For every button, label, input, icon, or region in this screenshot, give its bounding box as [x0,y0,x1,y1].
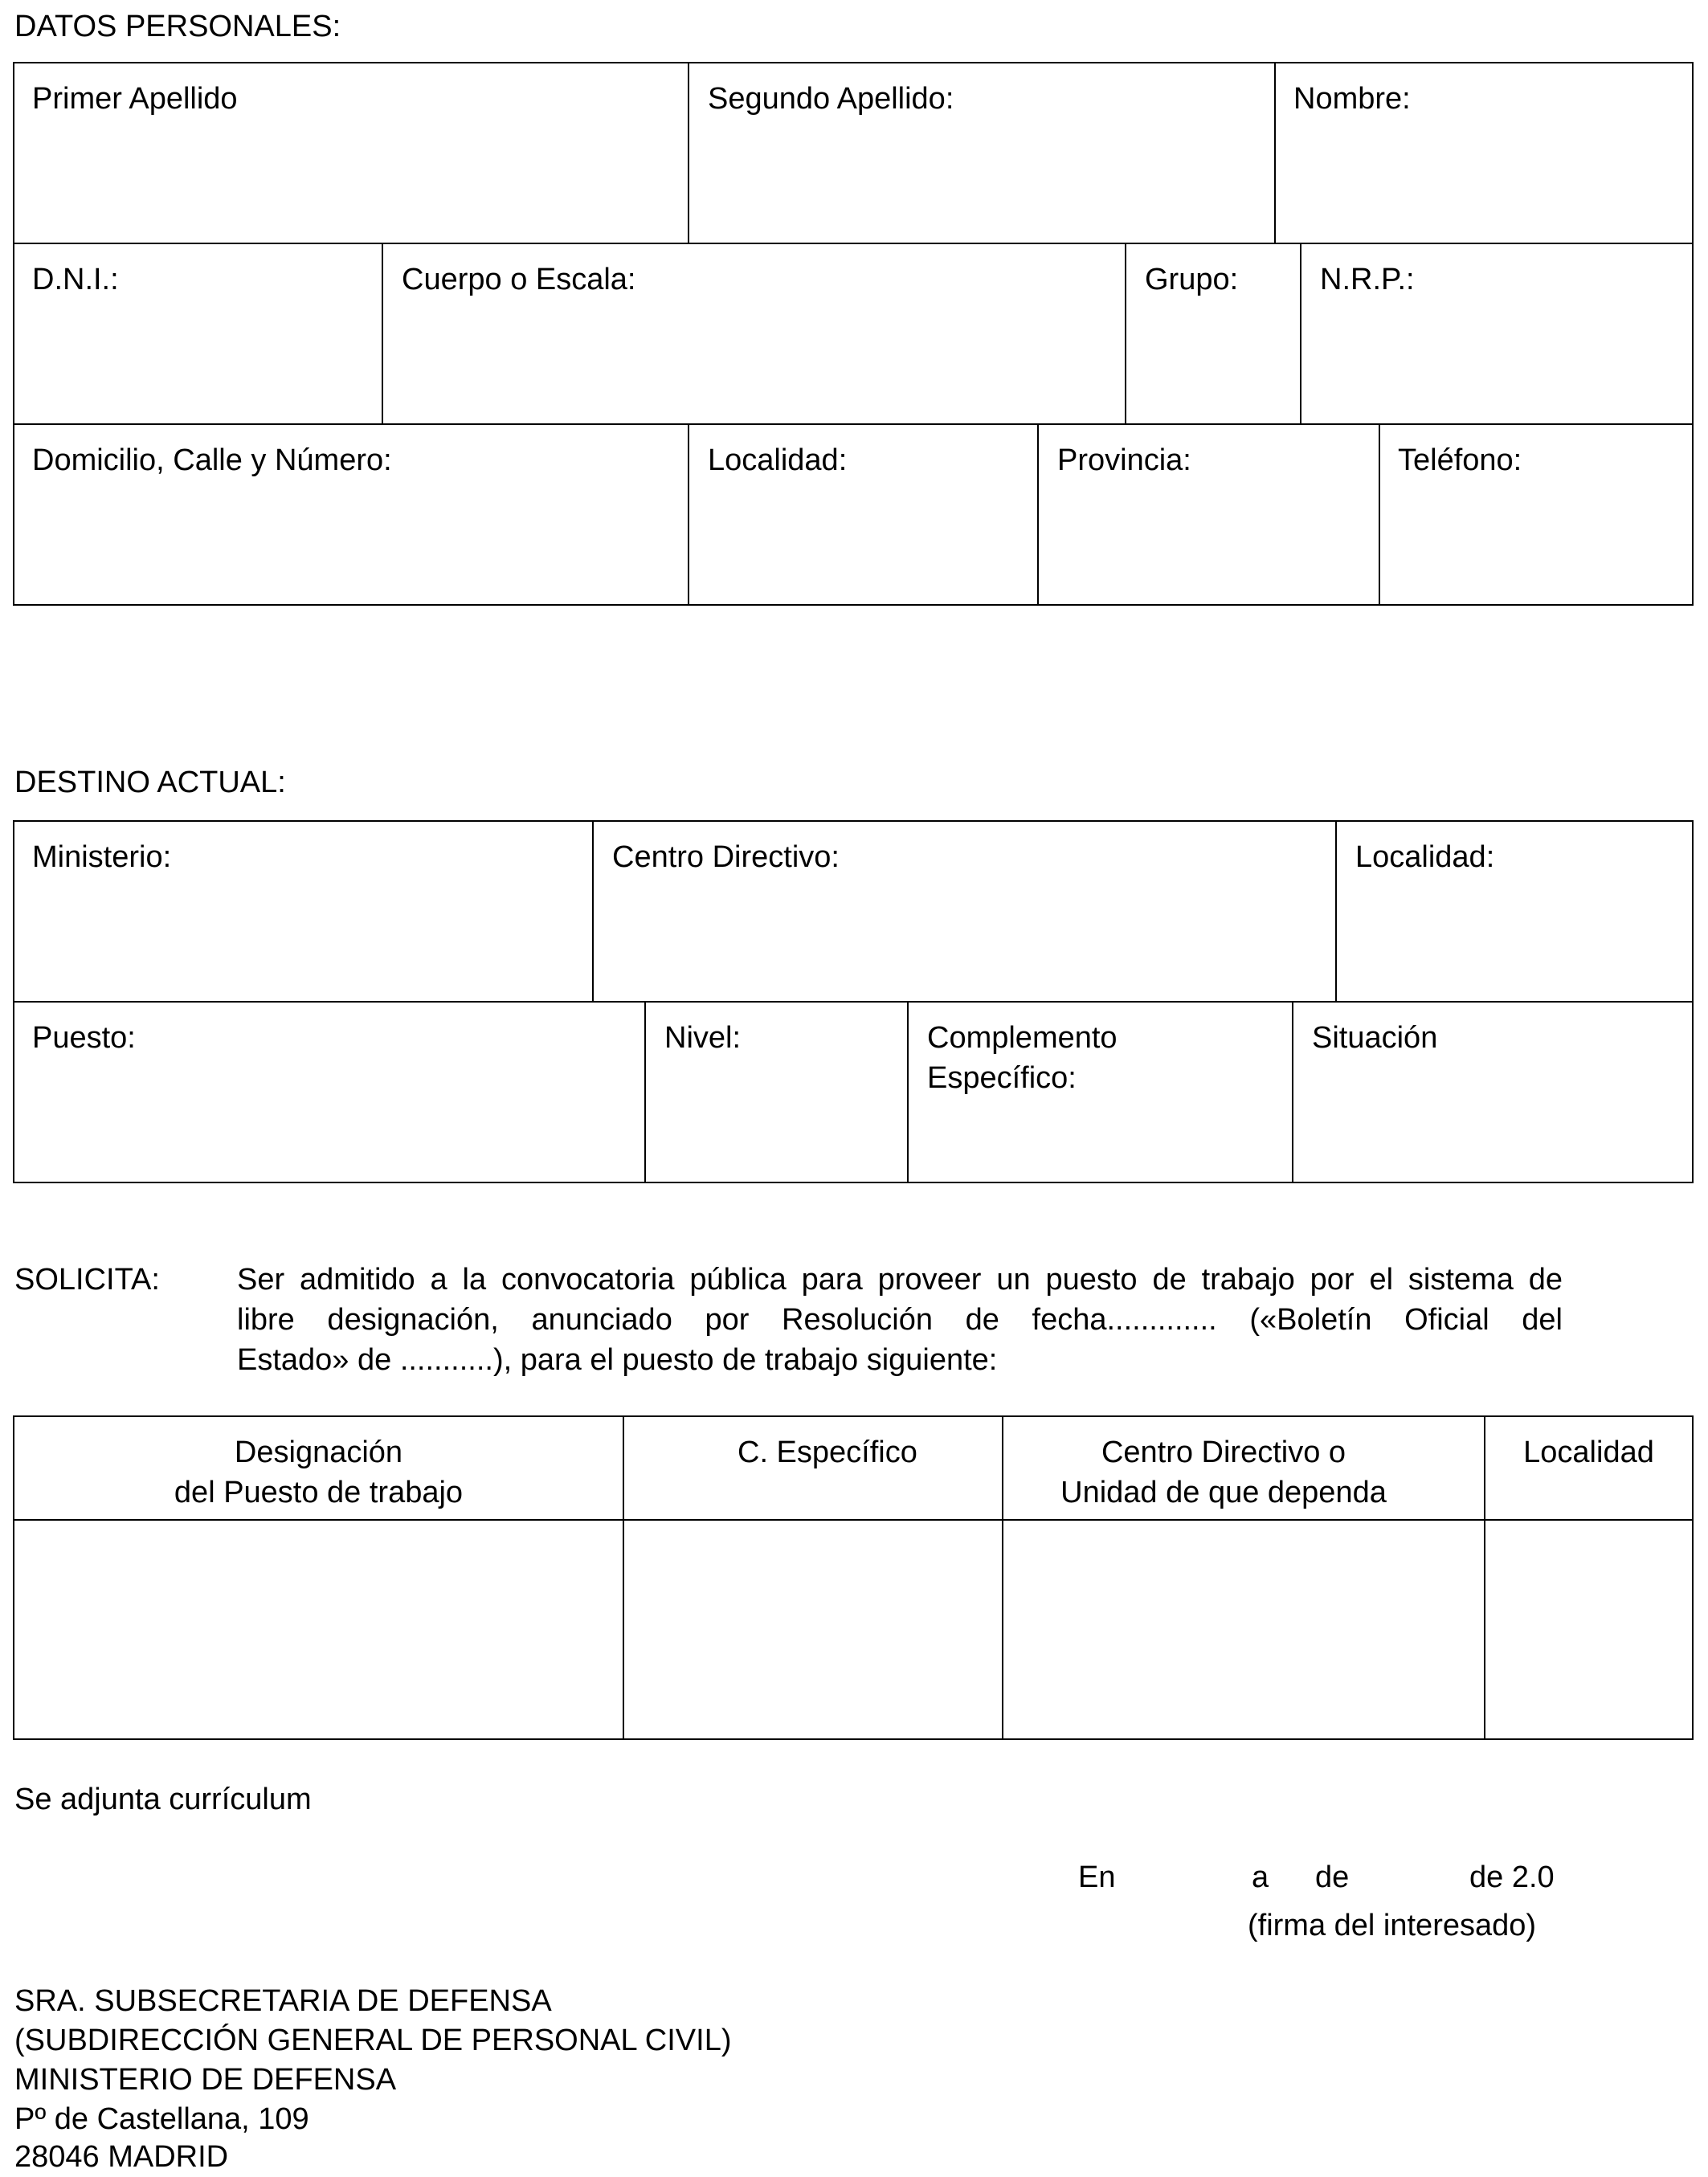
address-line-5: 28046 MADRID [14,2140,229,2174]
datos-personales-table [13,62,1694,606]
address-line-4: Pº de Castellana, 109 [14,2102,309,2136]
column-divider [1125,243,1126,424]
row-divider [13,243,1694,244]
field-label-dni: D.N.I.: [32,263,119,296]
section-heading-destino-actual: DESTINO ACTUAL: [14,766,286,799]
field-label-segundo-apellido: Segundo Apellido: [708,82,954,116]
field-label-ministerio: Ministerio: [32,840,172,874]
column-divider [1274,62,1276,243]
field-label-centro-directivo: Centro Directivo: [612,840,840,874]
column-divider [1292,1001,1293,1183]
field-label-complemento-2: Específico: [927,1061,1077,1095]
address-line-1: SRA. SUBSECRETARIA DE DEFENSA [14,1984,552,2018]
column-header-localidad: Localidad [1523,1436,1654,1469]
field-label-nivel: Nivel: [664,1021,742,1055]
column-divider [623,1415,624,1740]
column-divider [688,423,689,606]
column-divider [382,243,383,424]
column-divider [1379,423,1380,606]
solicita-label: SOLICITA: [14,1263,160,1297]
column-divider [907,1001,909,1183]
field-label-primer-apellido: Primer Apellido [32,82,238,116]
solicita-text-line-3: Estado» de ...........), para el puesto de trabajo siguiente: [237,1343,998,1377]
signature-date-a: a [1252,1860,1269,1894]
column-header-centro-directivo-1: Centro Directivo o [1101,1436,1346,1469]
signature-caption: (firma del interesado) [1248,1909,1537,1942]
address-line-3: MINISTERIO DE DEFENSA [14,2063,397,2097]
column-header-c-especifico: C. Específico [738,1436,917,1469]
column-divider [592,820,594,1002]
field-label-domicilio: Domicilio, Calle y Número: [32,443,392,477]
column-divider [1300,243,1301,424]
column-header-designacion-1: Designación [234,1436,403,1469]
curriculum-note: Se adjunta currículum [14,1783,312,1816]
column-divider [644,1001,646,1183]
field-label-situacion: Situación [1312,1021,1438,1055]
field-label-nombre: Nombre: [1293,82,1411,116]
field-label-localidad-destino: Localidad: [1355,840,1495,874]
column-divider [688,62,689,243]
section-heading-datos-personales: DATOS PERSONALES: [14,10,341,43]
field-label-cuerpo-escala: Cuerpo o Escala: [402,263,636,296]
address-line-2: (SUBDIRECCIÓN GENERAL DE PERSONAL CIVIL) [14,2024,732,2057]
solicita-text-line-1: Ser admitido a la convocatoria pública para proveer un puesto de trabajo por el sistema de [237,1263,1563,1297]
solicita-text-line-2: libre designación, anunciado por Resolución de fecha............. («Boletín Oficial del [237,1303,1563,1337]
signature-place-en: En [1078,1860,1116,1894]
header-divider [13,1519,1694,1521]
field-label-provincia: Provincia: [1057,443,1191,477]
column-divider [1037,423,1039,606]
column-header-centro-directivo-2: Unidad de que dependa [1060,1476,1387,1509]
row-divider [13,423,1694,425]
row-divider [13,1001,1694,1003]
signature-date-de: de [1315,1860,1350,1894]
field-label-nrp: N.R.P.: [1320,263,1415,296]
signature-date-year: de 2.0 [1469,1860,1555,1894]
field-label-grupo: Grupo: [1145,263,1239,296]
field-label-telefono: Teléfono: [1398,443,1522,477]
field-label-localidad: Localidad: [708,443,848,477]
column-divider [1335,820,1337,1002]
column-header-designacion-2: del Puesto de trabajo [174,1476,464,1509]
field-label-puesto: Puesto: [32,1021,136,1055]
field-label-complemento-1: Complemento [927,1021,1118,1055]
